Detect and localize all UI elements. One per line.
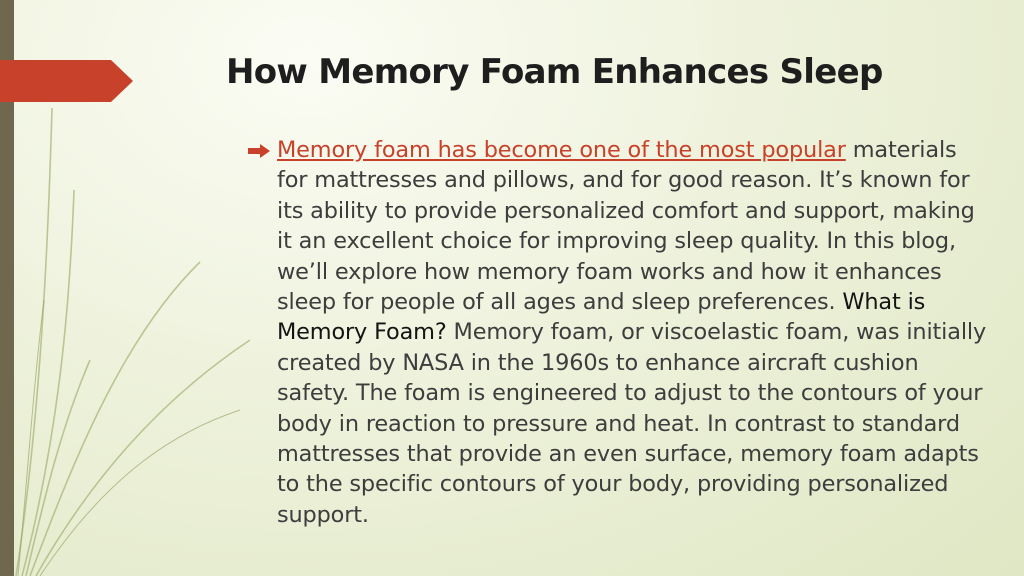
intro-text: materials for mattresses and pillows, and for good reason. It’s known for its ability to provide personalized comfort and support, making it an excellent choice for improving sleep quality. In this blog, we’ll explore how memory foam works and how it enhances sleep for people of all ages and sleep preferences.: [277, 137, 975, 316]
arrow-banner-icon: [0, 60, 133, 102]
slide-title: How Memory Foam Enhances Sleep: [226, 52, 883, 92]
definition-text: Memory foam, or viscoelastic foam, was initially created by NASA in the 1960s to enhance aircraft cushion safety. The foam is engineered to adjust to the contours of your body in reaction to pressure and heat. In contrast to standard mattresses that provide an even surface, memory foam adapts to the specific contours of your body, providing personalized support.: [277, 319, 987, 528]
bullet-arrow-icon: [248, 144, 270, 158]
memory-foam-link[interactable]: Memory foam has become one of the most popular: [277, 137, 846, 163]
bullet-paragraph: [277, 135, 988, 530]
subheading-what-is-memory-foam: What is Memory Foam?: [277, 289, 926, 346]
bullet-list-item: [248, 135, 988, 530]
